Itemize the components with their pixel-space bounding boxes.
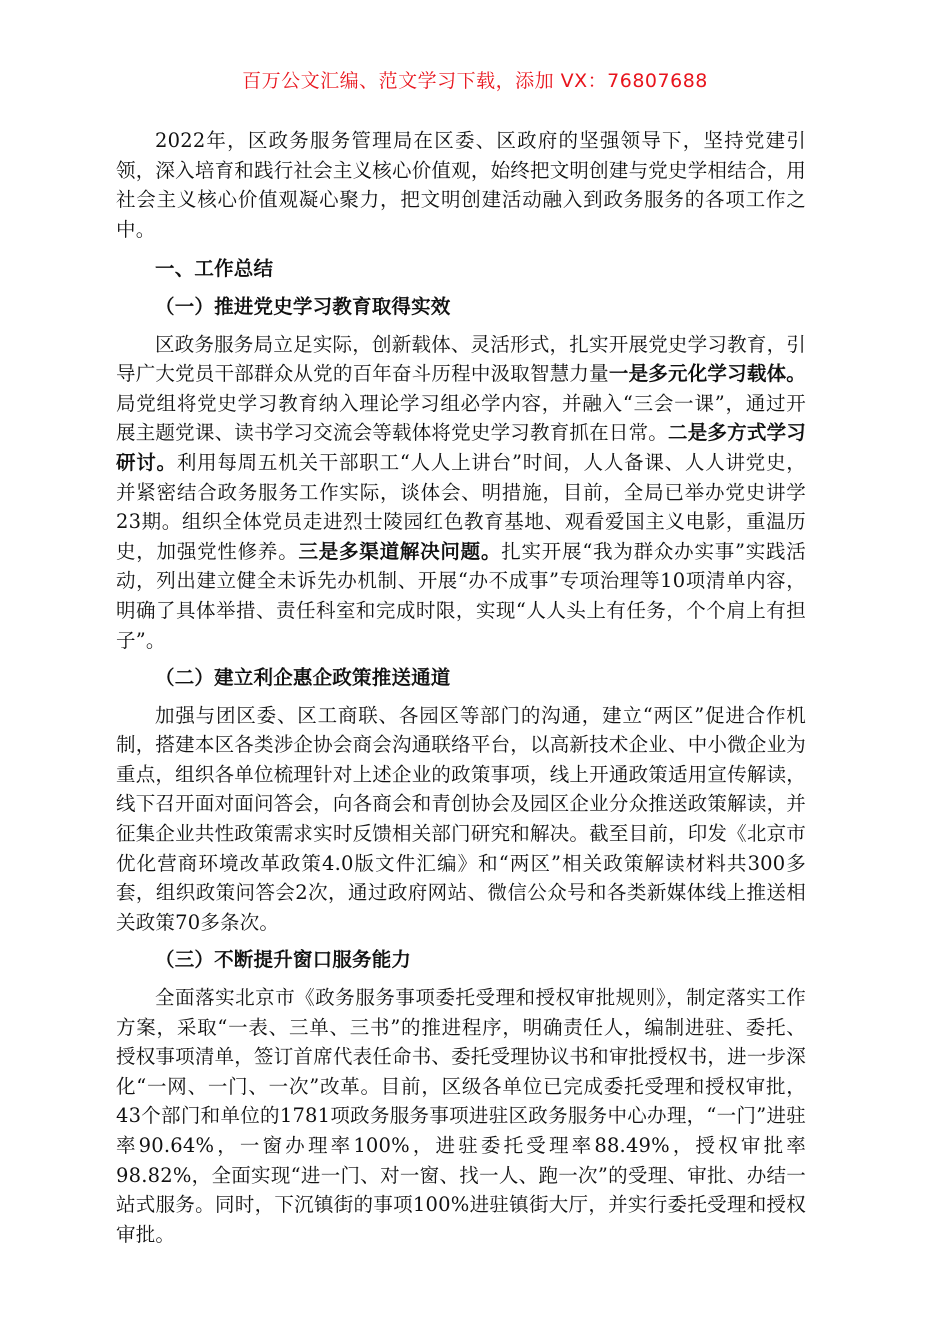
- paragraph-policy-channel: 加强与团区委、区工商联、各园区等部门的沟通，建立“两区”促进合作机制，搭建本区各类涉企协会商会沟通联络平台，以高新技术企业、中小微企业为重点，组织各单位梳理针对上述企业的政策事项，线上开通政策适用宣传解读，线下召开面对面问答会，向各商会和青创协会及园区企业分众推送政策解读，并征集企业共性政策需求实时反馈相关部门研究和解决。截至目前，印发《北京市优化营商环境改革政策4.0版文件汇编》和“两区”相关政策解读材料共300多套，组织政策问答会2次，通过政府网站、微信公众号和各类新媒体线上推送相关政策70多条次。: [116, 703, 806, 934]
- watermark-header: 百万公文汇编、范文学习下载，添加 VX：76807688: [242, 70, 708, 92]
- bold-point-3: 三是多渠道解决问题。: [298, 539, 502, 563]
- point-1-text: 局党组将党史学习教育纳入理论学习组必学内容，并融入“三会一课”，通过开展主题党课、读书学习交流会等载体将党史学习教育抓在日常。: [116, 391, 806, 445]
- bold-point-2: 二是多方式学习研讨。: [116, 421, 806, 474]
- paragraph-window-service: 全面落实北京市《政务服务事项委托受理和授权审批规则》，制定落实工作方案，采取“一表、三单、三书”的推进程序，明确责任人，编制进驻、委托、授权事项清单，签订首席代表任命书、委托受理协议书和审批授权书，进一步深化“一网、一门、一次”改革。目前，区级各单位已完成委托受理和授权审批，43个部门和单位的1781项政务服务事项进驻区政务服务中心办理，“一门”进驻率90.64%，一窗办理率100%，进驻委托受理率88.49%，授权审批率98.82%，全面实现“进一门、对一窗、找一人、跑一次”的受理、审批、办结一站式服务。同时，下沉镇街的事项100%进驻镇街大厅，并实行委托受理和授权审批。: [116, 986, 806, 1246]
- subheading-window-service: （三）不断提升窗口服务能力: [155, 948, 412, 972]
- paragraph-lead-text: 区政务服务局立足实际，创新载体、灵活形式，扎实开展党史学习教育，引导广大党员干部群众从党的百年奋斗历程中汲取智慧力量: [116, 332, 806, 386]
- point-3-text: 扎实开展“我为群众办实事”实践活动，列出建立健全未诉先办机制、开展“办不成事”专项治理等10项清单内容，明确了具体举措、责任科室和完成时限，实现“人人头上有任务，个个肩上有担子”。: [116, 539, 806, 652]
- section-heading-work-summary: 一、工作总结: [155, 257, 274, 281]
- intro-paragraph: 2022年，区政务服务管理局在区委、区政府的坚强领导下，坚持党建引领，深入培育和践行社会主义核心价值观，始终把文明创建与党史学相结合，用社会主义核心价值观凝心聚力，把文明创建活动融入到政务服务的各项工作之中。: [116, 129, 806, 241]
- subheading-policy-channel: （二）建立利企惠企政策推送通道: [155, 666, 451, 690]
- document-body: [116, 126, 806, 1249]
- point-2-text: 利用每周五机关干部职工“人人上讲台”时间，人人备课、人人讲党史，并紧密结合政务服务工作实际，谈体会、明措施，目前，全局已举办党史讲学23期。组织全体党员走进烈士陵园红色教育基地、观看爱国主义电影，重温历史，加强党性修养。: [116, 450, 806, 563]
- paragraph-party-history: [116, 330, 806, 656]
- bold-point-1: 一是多元化学习载体。: [608, 362, 806, 386]
- subheading-party-history: （一）推进党史学习教育取得实效: [155, 294, 451, 318]
